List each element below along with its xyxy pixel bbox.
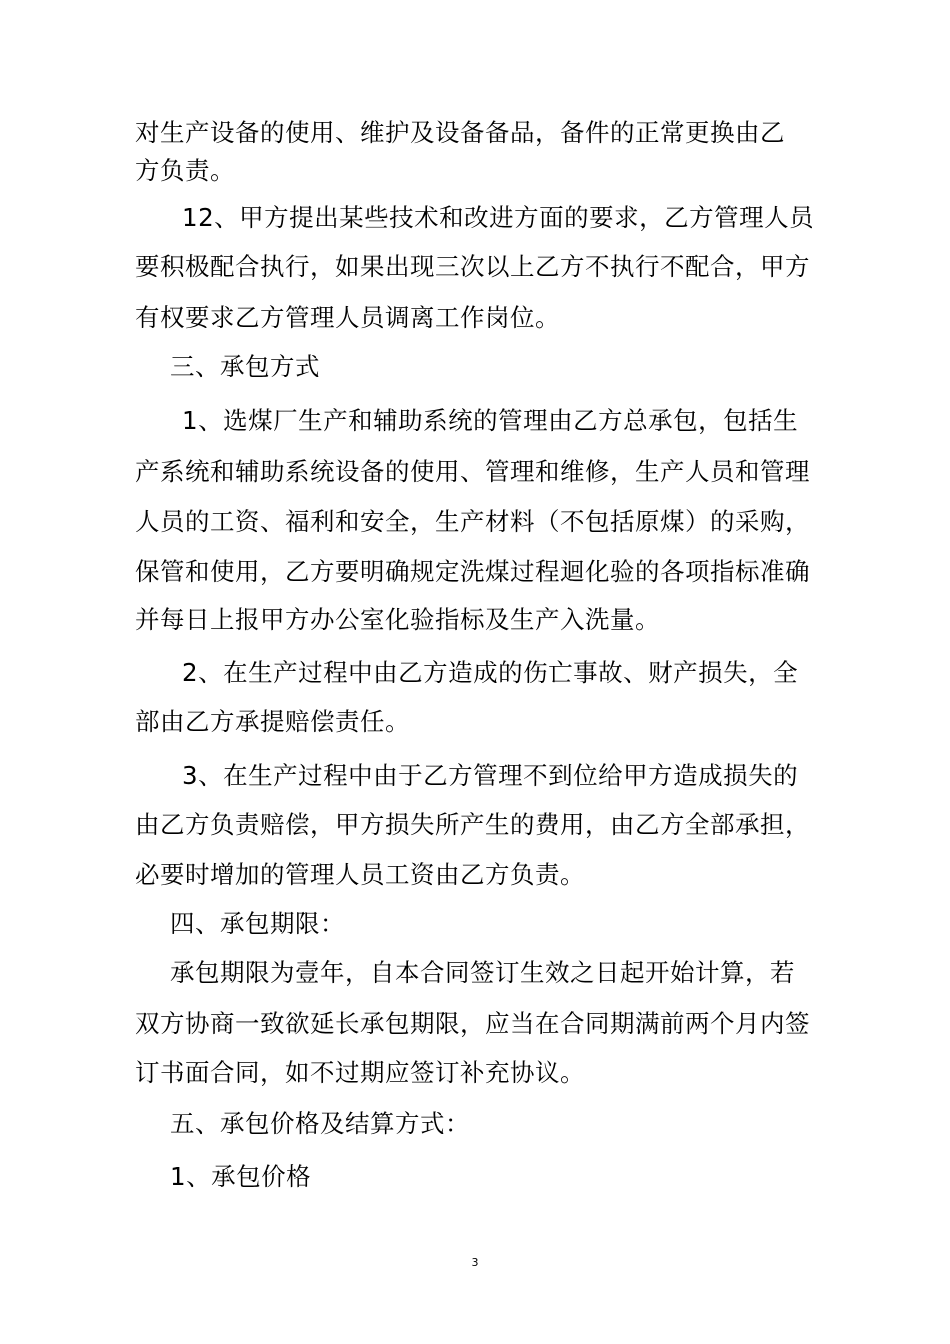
body-text-line: 产系统和辅助系统设备的使用、管理和维修，生产人员和管理 [135, 457, 810, 486]
body-text-line: 要积极配合执行，如果出现三次以上乙方不执行不配合，甲方 [135, 252, 810, 281]
paragraph-first-line: 1、选煤厂生产和辅助系统的管理由乙方总承包，包括生 [182, 406, 799, 435]
body-text-line: 有权要求乙方管理人员调离工作岗位。 [135, 303, 560, 332]
body-text-line: 部由乙方承提赔偿责任。 [135, 707, 410, 736]
paragraph-first-line: 2、在生产过程中由乙方造成的伤亡事故、财产损失，全 [182, 658, 799, 687]
paragraph-first-line: 3、在生产过程中由于乙方管理不到位给甲方造成损失的 [182, 761, 799, 790]
body-text-line: 必要时增加的管理人员工资由乙方负责。 [135, 860, 585, 889]
page-number: 3 [471, 1256, 479, 1269]
body-text-line: 保管和使用，乙方要明确规定洗煤过程迴化验的各项指标准确 [135, 557, 810, 586]
body-text-line: 人员的工资、福利和安全，生产材料（不包括原煤）的采购， [135, 507, 810, 536]
body-text-line: 双方协商一致欲延长承包期限，应当在合同期满前两个月内签 [135, 1009, 810, 1038]
paragraph-first-line: 12、甲方提出某些技术和改进方面的要求，乙方管理人员 [182, 203, 815, 232]
body-text-line: 由乙方负责赔偿，甲方损失所产生的费用，由乙方全部承担， [135, 810, 810, 839]
section-heading: 三、承包方式 [170, 352, 320, 381]
subsection-heading: 1、承包价格 [170, 1162, 312, 1191]
body-text-line: 订书面合同，如不过期应签订补充协议。 [135, 1058, 585, 1087]
body-text-line: 并每日上报甲方办公室化验指标及生产入洗量。 [135, 605, 660, 634]
paragraph-first-line: 承包期限为壹年，自本合同签订生效之日起开始计算，若 [170, 958, 795, 987]
body-text-line: 方负责。 [135, 156, 235, 185]
body-text-line: 对生产设备的使用、维护及设备备品，备件的正常更换由乙 [135, 118, 785, 147]
section-heading: 四、承包期限： [170, 909, 345, 938]
section-heading: 五、承包价格及结算方式： [170, 1109, 470, 1138]
